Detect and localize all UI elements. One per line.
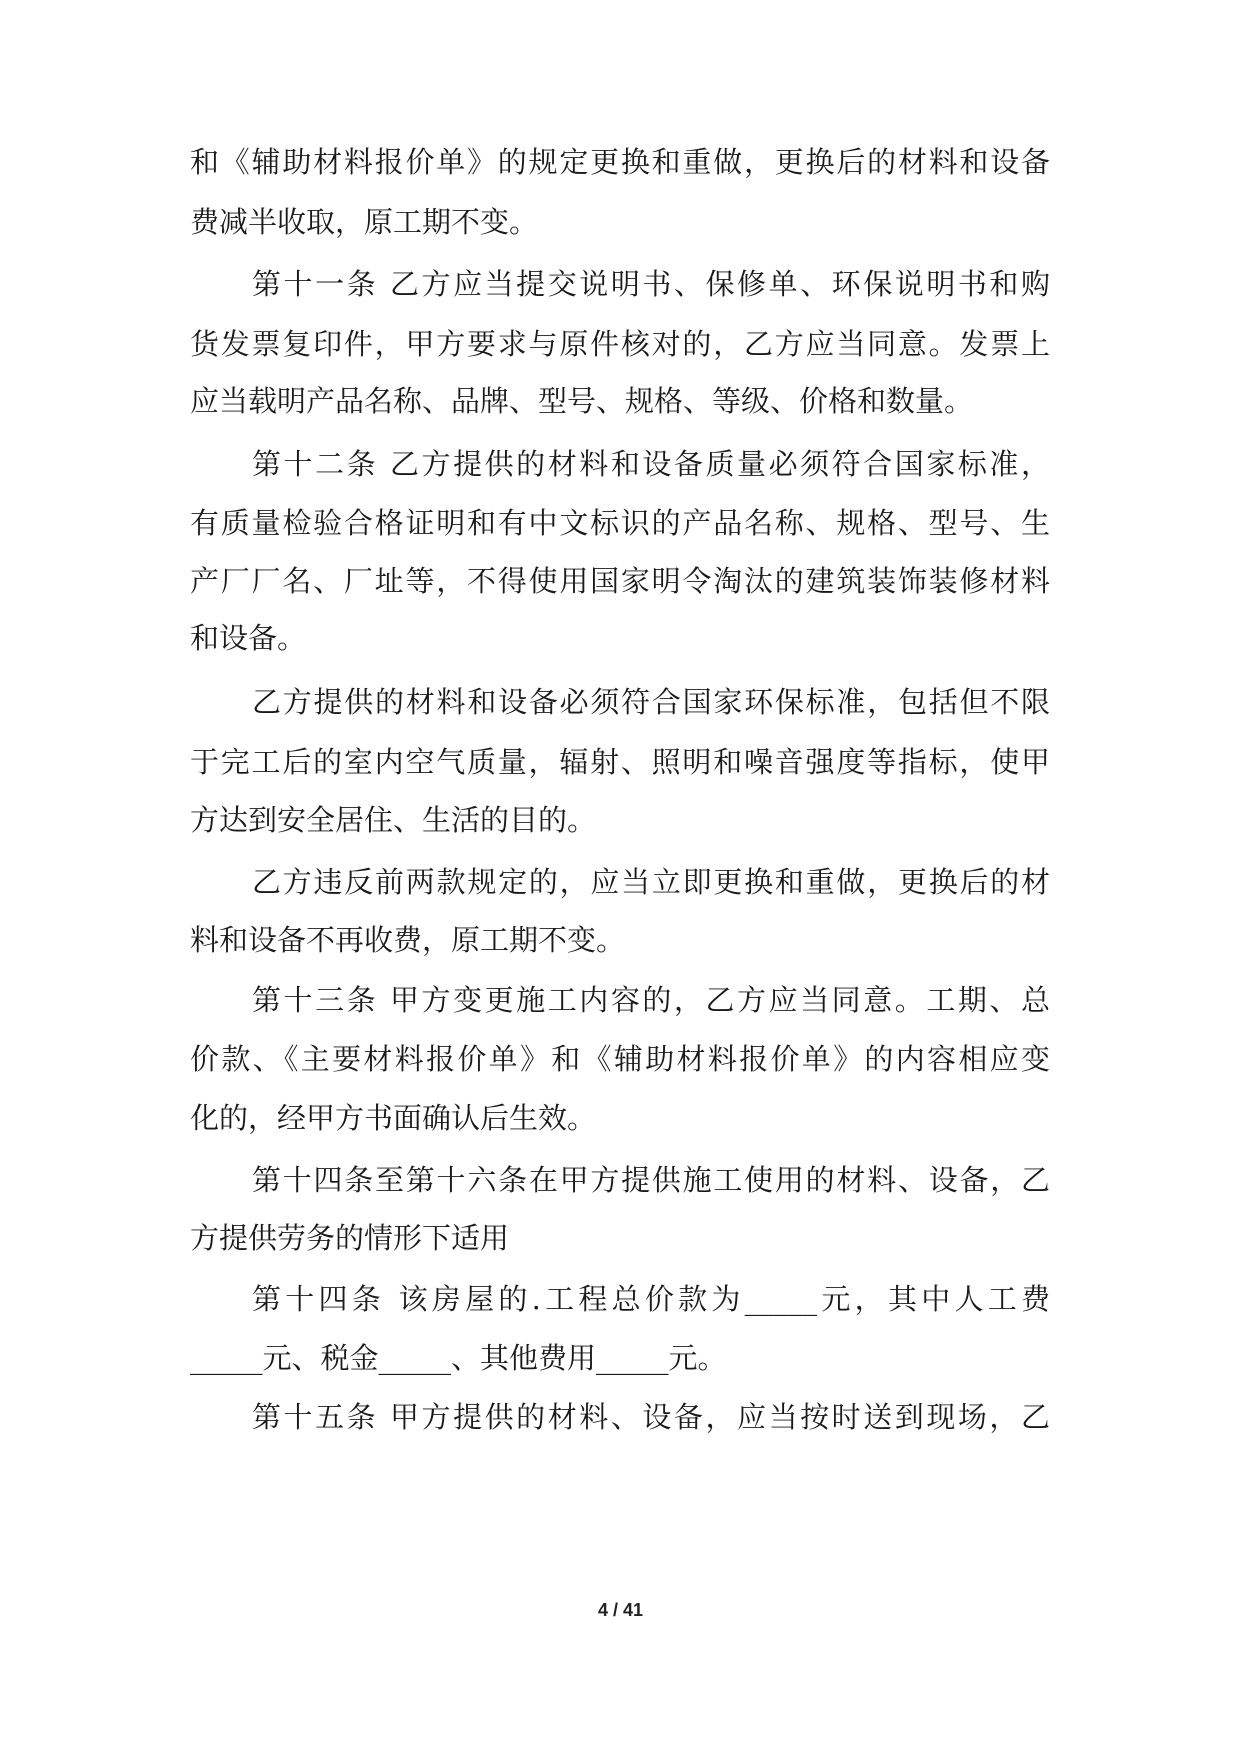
text-line: _____元、税金_____、其他费用_____元。 — [190, 1341, 727, 1375]
text-line: 费减半收取，原工期不变。 — [190, 205, 539, 239]
text-line: 应当载明产品名称、品牌、型号、规格、等级、价格和数量。 — [190, 384, 974, 418]
text-line: 第十三条 甲方变更施工内容的，乙方应当同意。工期、总 — [252, 983, 1050, 1017]
text-line: 乙方提供的材料和设备必须符合国家环保标准，包括但不限 — [252, 685, 1050, 719]
text-line: 第十四条 该房屋的.工程总价款为_____元，其中人工费 — [252, 1282, 1050, 1316]
text-line: 方提供劳务的情形下适用 — [190, 1221, 510, 1255]
text-line: 产厂厂名、厂址等，不得使用国家明令淘汰的建筑装饰装修材料 — [190, 564, 1050, 598]
text-line: 方达到安全居住、生活的目的。 — [190, 803, 597, 837]
text-line: 于完工后的室内空气质量，辐射、照明和噪音强度等指标，使甲 — [190, 745, 1050, 779]
text-line: 第十五条 甲方提供的材料、设备，应当按时送到现场，乙 — [252, 1400, 1050, 1434]
page-number: 4 / 41 — [597, 1600, 644, 1620]
text-line: 化的，经甲方书面确认后生效。 — [190, 1101, 597, 1135]
text-line: 乙方违反前两款规定的，应当立即更换和重做，更换后的材 — [252, 865, 1050, 899]
text-line: 和设备。 — [190, 621, 307, 655]
text-line: 第十二条 乙方提供的材料和设备质量必须符合国家标准， — [252, 447, 1050, 481]
text-line: 第十一条 乙方应当提交说明书、保修单、环保说明书和购 — [252, 267, 1050, 301]
text-line: 和《辅助材料报价单》的规定更换和重做，更换后的材料和设备 — [190, 145, 1050, 179]
text-line: 有质量检验合格证明和有中文标识的产品名称、规格、型号、生 — [190, 506, 1050, 540]
text-line: 价款、《主要材料报价单》和《辅助材料报价单》的内容相应变 — [190, 1042, 1050, 1076]
text-line: 第十四条至第十六条在甲方提供施工使用的材料、设备，乙 — [252, 1163, 1050, 1197]
text-line: 货发票复印件，甲方要求与原件核对的，乙方应当同意。发票上 — [190, 327, 1050, 361]
text-line: 料和设备不再收费，原工期不变。 — [190, 923, 626, 957]
